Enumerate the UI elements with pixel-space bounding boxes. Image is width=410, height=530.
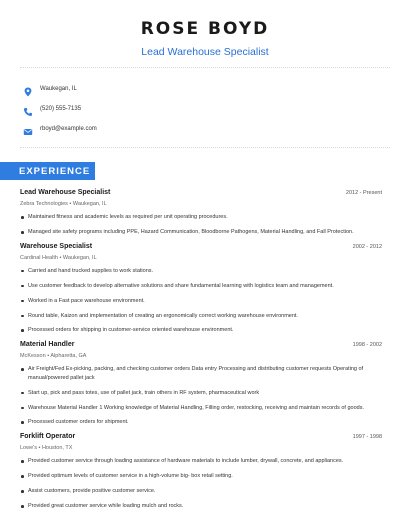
location-pin-icon xyxy=(23,84,33,94)
job-company: Zebra Technologies xyxy=(20,201,68,207)
job-bullet: Managed site safety programs including PPE, Hazard Communication, Bloodborne Pathogens, Material Handling, and Fall Protection. xyxy=(20,228,382,236)
job-dates: 1997 - 1998 xyxy=(352,434,382,441)
job-bullet: Provided optimum levels of customer service in a high-volume big- box retail setting. xyxy=(20,472,382,480)
job-location: Waukegan, IL xyxy=(62,254,97,261)
job-bullets xyxy=(20,267,382,335)
job-location: Houston, TX xyxy=(41,445,73,452)
job-dates: 1998 - 2002 xyxy=(352,342,382,349)
job-bullet: Air Freight/Fed Ex-picking, packing, and checking customer orders Data entry Processing and distributing customer requests Operating of manual/powered pallet jack xyxy=(20,365,382,382)
resume-header xyxy=(0,18,410,59)
job-bullet: Provided customer service through loading assistance of hardware materials to include lumber, drywall, concrete, and appliances. xyxy=(20,457,382,465)
job-bullet: Carried and hand trucked supplies to work stations. xyxy=(20,267,382,275)
job-dates: 2002 - 2012 xyxy=(352,243,382,250)
contact-email xyxy=(20,120,390,138)
job-bullet: Assist customers, provide positive customer service. xyxy=(20,487,382,495)
job-title: Warehouse Specialist xyxy=(20,242,93,250)
job-bullet: Maintained fitness and academic levels as required per unit operating procedures. xyxy=(20,213,382,221)
job-title: Forklift Operator xyxy=(20,433,76,441)
contact-email-text: rboyd@example.com xyxy=(40,126,97,132)
job-company-line: Cardinal Health • Waukegan, IL xyxy=(20,254,97,261)
job-title: Material Handler xyxy=(20,341,75,349)
job-company: Cardinal Health xyxy=(20,254,58,261)
job-location: Alpharetta, GA xyxy=(50,353,87,360)
job-bullets xyxy=(20,213,382,236)
contact-divider xyxy=(20,147,390,148)
job-company-line: Lowe's • Houston, TX xyxy=(20,445,73,452)
candidate-title: Lead Warehouse Specialist xyxy=(141,46,269,58)
candidate-name: ROSE BOYD xyxy=(140,19,270,39)
experience-heading: EXPERIENCE xyxy=(19,165,91,177)
job-bullet: Processed orders for shipping in customer-service oriented warehouse environment. xyxy=(20,326,382,334)
contact-list xyxy=(20,80,390,138)
experience-section-header xyxy=(0,162,95,180)
header-divider xyxy=(20,67,390,68)
job-company-line: McKesson • Alpharetta, GA xyxy=(20,353,87,360)
experience-list xyxy=(20,189,382,517)
contact-phone-text: (520) 555-7135 xyxy=(40,106,82,112)
job-bullets xyxy=(20,457,382,510)
job-bullet: Round table, Kaizon and implementation of creating an ergonomically correct working warehouse environment. xyxy=(20,312,382,320)
contact-location-text: Waukegan, IL xyxy=(40,86,77,92)
contact-phone xyxy=(20,100,390,118)
job-bullet: Processed customer orders for shipment. xyxy=(20,418,382,426)
job-bullet: Use customer feedback to develop alternative solutions and share fundamental learning with logistics team and management. xyxy=(20,282,382,290)
job-entry xyxy=(20,243,382,335)
job-entry xyxy=(20,341,382,427)
job-entry xyxy=(20,189,382,236)
job-company-line: Zebra Technologies • Waukegan, IL xyxy=(20,201,107,207)
job-bullet: Warehouse Material Handler 1 Working knowledge of Material Handling, Filling order, restocking, receiving and maintain records of goods. xyxy=(20,404,382,412)
job-title: Lead Warehouse Specialist xyxy=(20,189,111,196)
job-location: Waukegan, IL xyxy=(72,201,107,207)
job-bullet: Start up, pick and pass totes, use of pallet jack, train others in RF system, pharmaceutical work xyxy=(20,389,382,397)
contact-location xyxy=(20,80,390,98)
job-company: McKesson xyxy=(20,353,46,360)
job-bullet: Provided great customer service while loading mulch and rocks. xyxy=(20,502,382,510)
job-entry xyxy=(20,433,382,510)
job-bullet: Worked in a Fast pace warehouse environment. xyxy=(20,297,382,305)
phone-icon xyxy=(23,104,33,114)
job-bullets xyxy=(20,365,382,427)
job-dates: 2012 - Present xyxy=(345,190,382,196)
email-icon xyxy=(23,124,33,134)
job-company: Lowe's xyxy=(20,445,37,452)
